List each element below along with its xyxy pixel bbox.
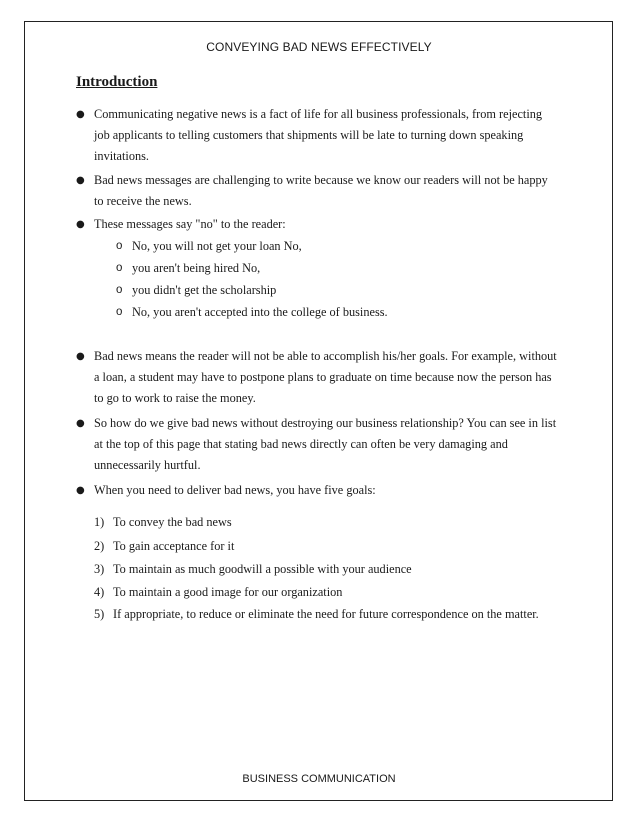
item-number: 1) (94, 515, 105, 529)
circle-bullet-icon: o (116, 306, 123, 318)
bullet-icon: ● (76, 109, 85, 120)
bullet-icon: ● (76, 485, 85, 496)
item-text: To maintain as much goodwill a possible with your audience (113, 562, 412, 576)
circle-bullet-icon: o (116, 262, 123, 274)
item-text: To maintain a good image for our organization (113, 585, 343, 599)
bullet-text: Bad news means the reader will not be able to accomplish his/her goals. For example, without a loan, a student may have to postpone plans to graduate on time because now the person has to go to work to raise the money. (94, 349, 557, 405)
bullet-text: Communicating negative news is a fact of life for all business professionals, from rejecting job applicants to telling customers that shipments will be late to turning down speaking invitations. (94, 107, 543, 163)
bullet-icon: ● (76, 351, 85, 362)
sub-item-text: you didn't get the scholarship (132, 283, 277, 297)
circle-bullet-icon: o (116, 284, 123, 296)
bullet-item (76, 480, 558, 501)
sub-list-item (116, 236, 556, 257)
item-number: 2) (94, 539, 105, 553)
sub-item-text: No, you will not get your loan No, (132, 239, 302, 253)
bullet-item (76, 346, 558, 409)
sub-list-item (116, 302, 556, 323)
numbered-item (94, 604, 554, 625)
bullet-item (76, 413, 558, 476)
bullet-item (76, 104, 558, 167)
sub-list-item (116, 258, 556, 279)
item-text: To gain acceptance for it (113, 539, 235, 553)
bullet-text: So how do we give bad news without destroying our business relationship? You can see in list at the top of this page that stating bad news directly can often be very damaging and unnecessarily hurtful. (94, 416, 557, 472)
circle-bullet-icon: o (116, 240, 123, 252)
sub-list-item (116, 280, 556, 301)
item-text: If appropriate, to reduce or eliminate the need for future correspondence on the matter. (113, 607, 539, 621)
bullet-item (76, 170, 558, 212)
numbered-item (94, 536, 554, 557)
page-footer: BUSINESS COMMUNICATION (242, 773, 396, 785)
bullet-icon: ● (76, 418, 85, 429)
section-heading: Introduction (76, 74, 158, 90)
item-number: 3) (94, 562, 105, 576)
numbered-item (94, 559, 554, 580)
bullet-text: Bad news messages are challenging to write because we know our readers will not be happy to receive the news. (94, 173, 548, 208)
numbered-item (94, 512, 554, 533)
sub-item-text: you aren't being hired No, (132, 261, 261, 275)
item-number: 4) (94, 585, 105, 599)
numbered-item (94, 582, 554, 603)
item-text: To convey the bad news (113, 515, 232, 529)
bullet-icon: ● (76, 175, 85, 186)
item-number: 5) (94, 607, 105, 621)
bullet-icon: ● (76, 219, 85, 230)
sub-item-text: No, you aren't accepted into the college of business. (132, 305, 388, 319)
bullet-item (76, 214, 558, 235)
page-header: CONVEYING BAD NEWS EFFECTIVELY (206, 40, 432, 54)
bullet-text: When you need to deliver bad news, you have five goals: (94, 483, 376, 497)
bullet-text: These messages say "no" to the reader: (94, 217, 286, 231)
